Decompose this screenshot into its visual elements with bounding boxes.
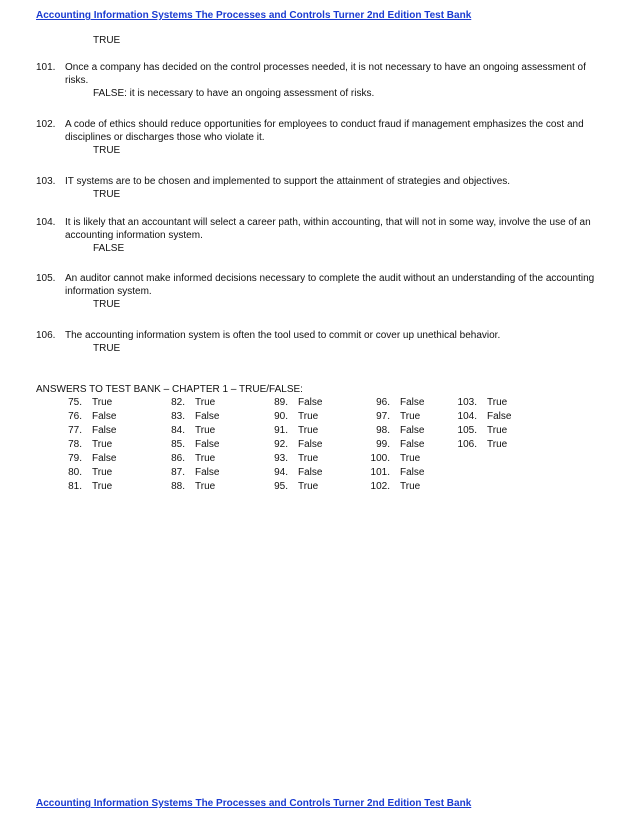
question-number: 106.: [36, 330, 56, 341]
question-answer: TRUE: [93, 145, 121, 156]
answer-key-value: True: [195, 481, 216, 492]
answer-key-number: 91.: [274, 425, 288, 436]
question-answer: FALSE: it is necessary to have an ongoing assessment of risks.: [93, 88, 375, 99]
answer-key-value: False: [195, 411, 220, 422]
answer-key-number: 97.: [376, 411, 390, 422]
answer-key-value: True: [487, 397, 508, 408]
question-answer: TRUE: [93, 299, 121, 310]
answer-key-number: 100.: [370, 453, 390, 464]
answer-key-row: [242, 396, 322, 410]
answer-key-value: True: [298, 425, 319, 436]
answer-key-value: True: [298, 481, 319, 492]
answer-key-row: [242, 466, 322, 480]
answer-key-row: [242, 452, 322, 466]
answer-key-row: [344, 438, 424, 452]
question-answer: TRUE: [93, 343, 121, 354]
question-text: It is likely that an accountant will select a career path, within accounting, that will not in some way, involve the use of an accounting information system.: [65, 217, 591, 241]
question-number: 102.: [36, 119, 56, 130]
answer-key-number: 85.: [171, 439, 185, 450]
answer-key-row: [344, 452, 424, 466]
answer-key-value: False: [298, 397, 323, 408]
answer-key-value: False: [92, 453, 117, 464]
answer-key-row: [344, 424, 424, 438]
answer-key-value: False: [400, 425, 425, 436]
answer-key-value: True: [92, 439, 113, 450]
answer-key-number: 77.: [68, 425, 82, 436]
answer-key-row: [344, 480, 424, 494]
answer-key-row: [242, 424, 322, 438]
answer-key-value: False: [400, 439, 425, 450]
answer-key-row: [36, 438, 116, 452]
answer-key-value: True: [92, 481, 113, 492]
answer-key-number: 75.: [68, 397, 82, 408]
answer-key-row: [139, 396, 219, 410]
question-number: 103.: [36, 176, 56, 187]
answer-key-value: True: [298, 453, 319, 464]
answer-key-row: [344, 410, 424, 424]
answer-key-title: ANSWERS TO TEST BANK – CHAPTER 1 – TRUE/FALSE:: [36, 384, 303, 395]
answer-key-number: 98.: [376, 425, 390, 436]
answer-key-value: True: [487, 425, 508, 436]
answer-key-row: [139, 466, 219, 480]
answer-key-row: [431, 410, 511, 424]
answer-key-number: 106.: [457, 439, 477, 450]
question-105: [36, 272, 602, 311]
answer-key-column: [139, 396, 219, 494]
answer-key-row: [344, 396, 424, 410]
answer-key-value: True: [400, 453, 421, 464]
answer-key-number: 81.: [68, 481, 82, 492]
answer-key-number: 95.: [274, 481, 288, 492]
question-answer: FALSE: [93, 243, 125, 254]
answer-key-value: False: [195, 467, 220, 478]
answer-key-number: 84.: [171, 425, 185, 436]
answer-key-value: False: [400, 397, 425, 408]
question-text: IT systems are to be chosen and implemented to support the attainment of strategies and objectives.: [65, 176, 511, 187]
answer-key-number: 99.: [376, 439, 390, 450]
question-102: [36, 118, 602, 157]
answer-key-number: 104.: [457, 411, 477, 422]
answer-key-number: 90.: [274, 411, 288, 422]
answer-key-number: 83.: [171, 411, 185, 422]
answer-key-number: 78.: [68, 439, 82, 450]
previous-answer: TRUE: [93, 35, 121, 46]
answer-key-number: 76.: [68, 411, 82, 422]
answer-key-value: True: [487, 439, 508, 450]
question-106: [36, 329, 602, 355]
answer-key-value: False: [92, 411, 117, 422]
answer-key-row: [36, 424, 116, 438]
answer-key-row: [139, 452, 219, 466]
answer-key-value: False: [298, 467, 323, 478]
answer-key-number: 87.: [171, 467, 185, 478]
answer-key-column: [242, 396, 322, 494]
answer-key-number: 102.: [370, 481, 390, 492]
answer-key-number: 86.: [171, 453, 185, 464]
answer-key-column: [36, 396, 116, 494]
answer-key-row: [139, 424, 219, 438]
header-link[interactable]: Accounting Information Systems The Processes and Controls Turner 2nd Edition Test Bank: [36, 10, 472, 21]
answer-key-value: True: [195, 425, 216, 436]
answer-key-row: [36, 480, 116, 494]
answer-key-number: 79.: [68, 453, 82, 464]
answer-key-number: 103.: [457, 397, 477, 408]
answer-key-value: False: [487, 411, 512, 422]
answer-key-number: 80.: [68, 467, 82, 478]
answer-key-number: 88.: [171, 481, 185, 492]
question-answer: TRUE: [93, 189, 121, 200]
answer-key-value: False: [400, 467, 425, 478]
answer-key-number: 93.: [274, 453, 288, 464]
answer-key-row: [36, 452, 116, 466]
answer-key-value: True: [92, 397, 113, 408]
answer-key-row: [242, 480, 322, 494]
answer-key-row: [431, 438, 511, 452]
question-text: A code of ethics should reduce opportunities for employees to conduct fraud if management emphasizes the cost and disciplines or discharges those who violate it.: [65, 119, 584, 143]
answer-key-number: 105.: [457, 425, 477, 436]
question-101: [36, 61, 602, 100]
answer-key-value: False: [195, 439, 220, 450]
answer-key-row: [36, 396, 116, 410]
answer-key-number: 96.: [376, 397, 390, 408]
answer-key-number: 89.: [274, 397, 288, 408]
answer-key-value: True: [400, 411, 421, 422]
answer-key-row: [139, 410, 219, 424]
answer-key-number: 92.: [274, 439, 288, 450]
answer-key-number: 82.: [171, 397, 185, 408]
answer-key-row: [242, 438, 322, 452]
answer-key-column: [431, 396, 511, 452]
answer-key-value: True: [400, 481, 421, 492]
answer-key-row: [36, 410, 116, 424]
answer-key-row: [36, 466, 116, 480]
answer-key-row: [344, 466, 424, 480]
answer-key-row: [139, 480, 219, 494]
question-number: 105.: [36, 273, 56, 284]
question-text: An auditor cannot make informed decisions necessary to complete the audit without an understanding of the accounting information system.: [65, 273, 595, 297]
question-103: [36, 175, 602, 201]
answer-key-row: [139, 438, 219, 452]
answer-key-row: [431, 424, 511, 438]
answer-key-value: True: [195, 397, 216, 408]
answer-key-number: 94.: [274, 467, 288, 478]
question-text: The accounting information system is often the tool used to commit or cover up unethical behavior.: [65, 330, 501, 341]
answer-key-column: [344, 396, 424, 494]
answer-key-value: False: [298, 439, 323, 450]
question-number: 101.: [36, 62, 56, 73]
answer-key-row: [431, 396, 511, 410]
answer-key-value: True: [298, 411, 319, 422]
footer-link[interactable]: Accounting Information Systems The Processes and Controls Turner 2nd Edition Test Bank: [36, 798, 472, 809]
answer-key-row: [242, 410, 322, 424]
question-text: Once a company has decided on the control processes needed, it is not necessary to have an ongoing assessment of risks.: [65, 62, 586, 86]
answer-key-value: False: [92, 425, 117, 436]
answer-key-value: True: [92, 467, 113, 478]
answer-key-number: 101.: [370, 467, 390, 478]
question-104: [36, 216, 602, 255]
question-number: 104.: [36, 217, 56, 228]
answer-key-value: True: [195, 453, 216, 464]
